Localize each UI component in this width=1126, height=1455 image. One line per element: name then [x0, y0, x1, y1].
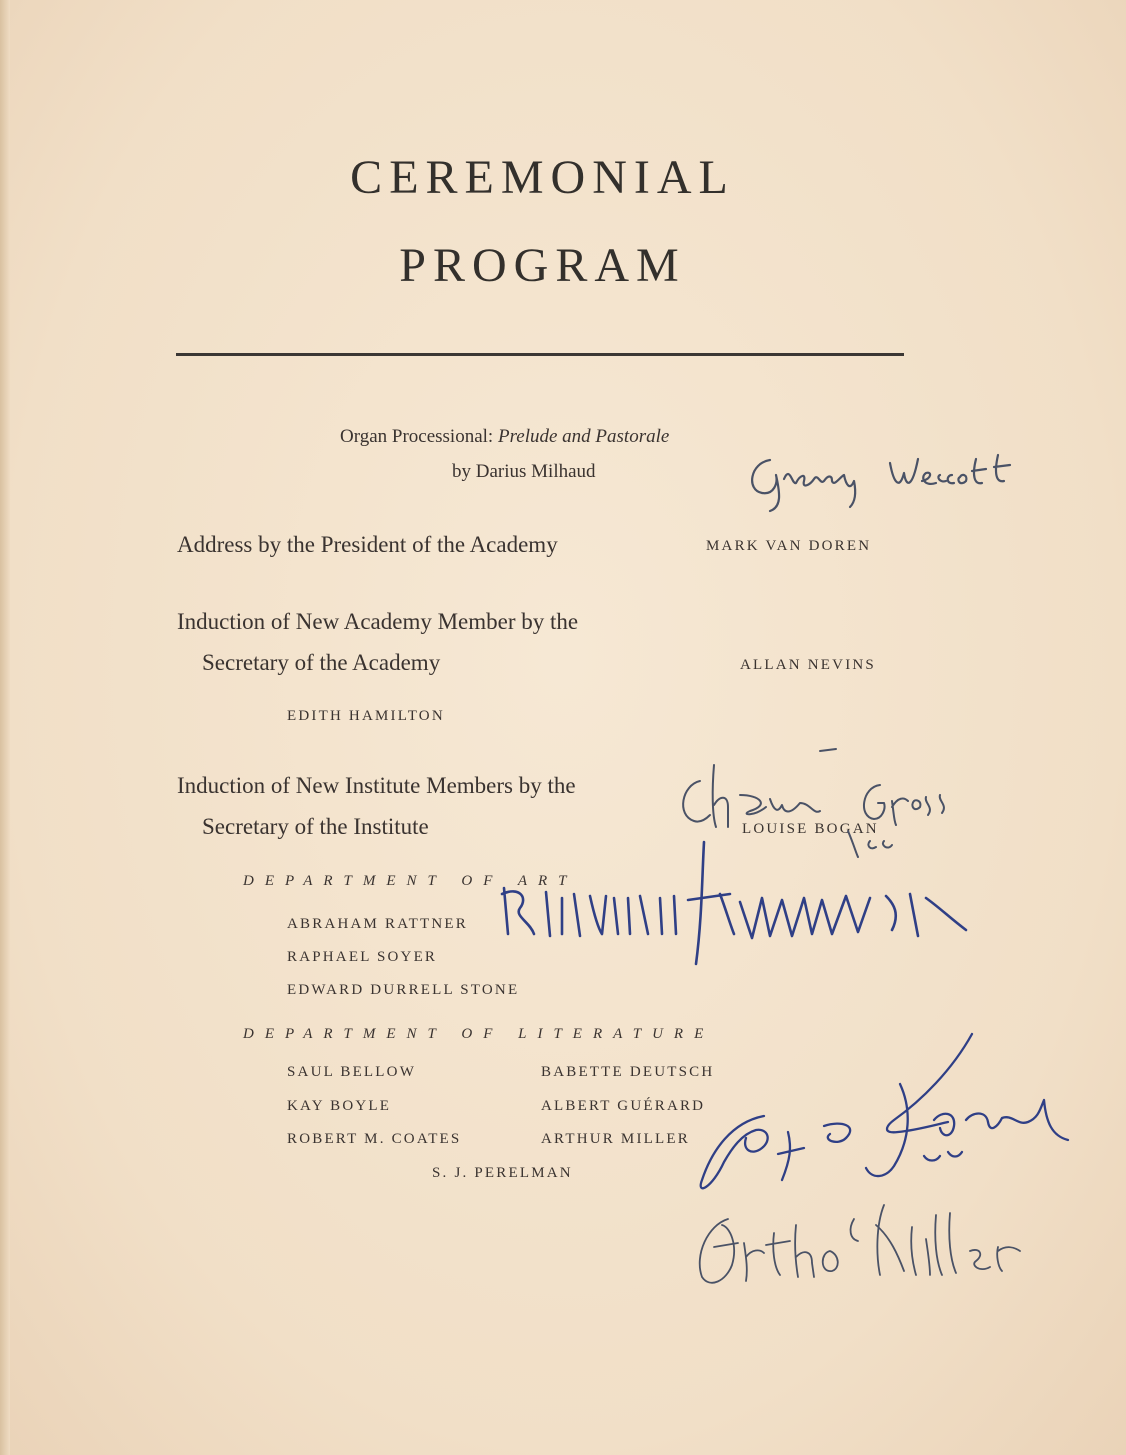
page-edge — [0, 0, 10, 1455]
dept-art-heading: DEPARTMENT OF ART — [243, 873, 578, 889]
signature-miller — [680, 1185, 1070, 1295]
dept-literature-heading: DEPARTMENT OF LITERATURE — [243, 1026, 715, 1042]
academy-secretary-name: ALLAN NEVINS — [740, 657, 876, 673]
title-line-2: PROGRAM — [399, 239, 686, 292]
organ-composer: by Darius Milhaud — [452, 461, 596, 482]
academy-induction-line2: Secretary of the Academy — [202, 650, 441, 675]
literature-member: ALBERT GUÉRARD — [541, 1098, 706, 1114]
signature-rattner — [490, 838, 980, 968]
institute-secretary-name: LOUISE BOGAN — [742, 821, 879, 837]
organ-processional — [340, 426, 669, 448]
institute-induction-line1: Induction of New Institute Members by the — [177, 773, 576, 798]
academy-induction-line1: Induction of New Academy Member by the — [177, 609, 579, 634]
literature-member: SAUL BELLOW — [287, 1064, 417, 1080]
literature-member: BABETTE DEUTSCH — [541, 1064, 715, 1080]
signature-bellow — [672, 1030, 1082, 1210]
address-label: Address by the President of the Academy — [177, 532, 558, 557]
literature-member-last: S. J. PERELMAN — [432, 1165, 573, 1181]
organ-work: Prelude and Pastorale — [497, 426, 670, 447]
art-member: EDWARD DURRELL STONE — [287, 982, 520, 998]
institute-induction-line2: Secretary of the Institute — [202, 814, 429, 839]
art-member: RAPHAEL SOYER — [287, 949, 438, 965]
academy-new-member: EDITH HAMILTON — [287, 708, 445, 724]
address-name: MARK VAN DOREN — [706, 538, 872, 554]
title-line-1: CEREMONIAL — [350, 151, 735, 204]
literature-member: ARTHUR MILLER — [541, 1131, 690, 1147]
art-member: ABRAHAM RATTNER — [287, 916, 468, 932]
organ-prefix: Organ Processional: — [340, 426, 498, 447]
literature-member: ROBERT M. COATES — [287, 1131, 462, 1147]
literature-member: KAY BOYLE — [287, 1098, 392, 1114]
title-rule — [176, 353, 904, 356]
signature-wescott — [740, 445, 1060, 515]
